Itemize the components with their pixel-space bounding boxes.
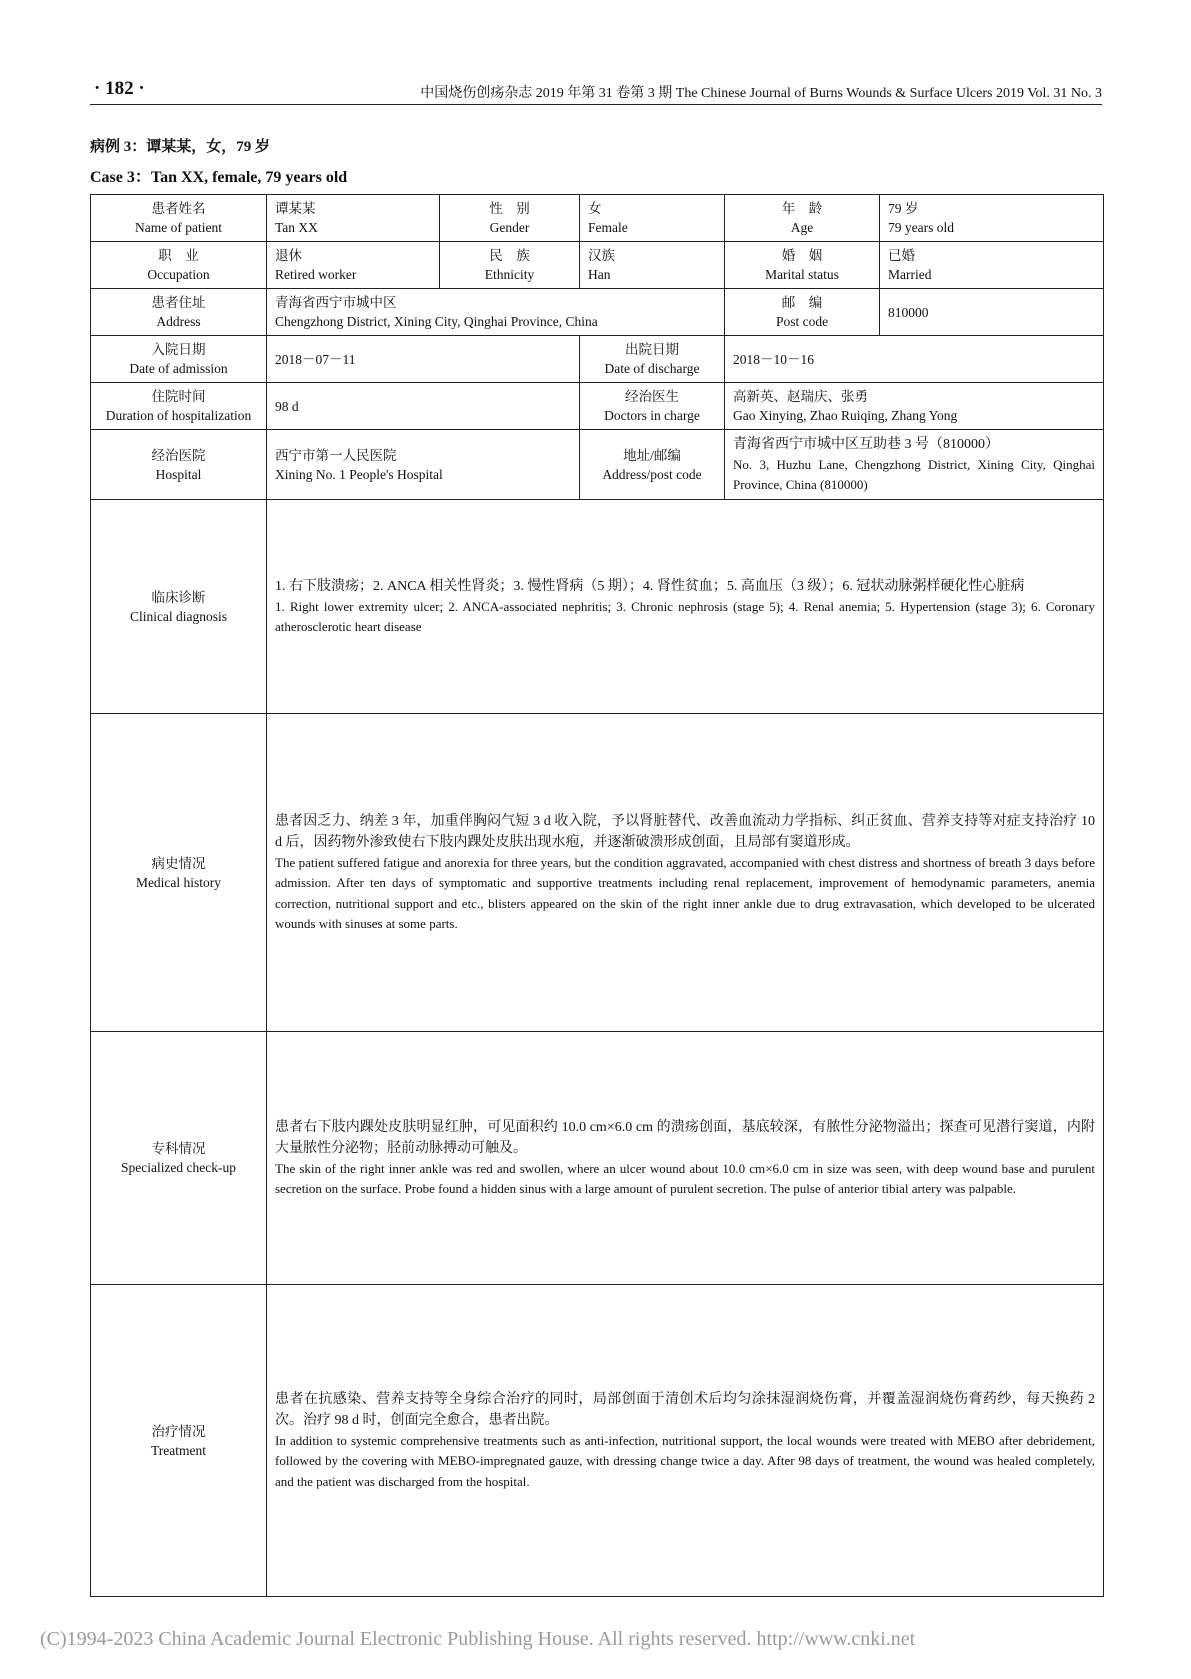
value-duration: 98 d xyxy=(267,383,580,430)
row-history xyxy=(91,714,1104,1032)
label-name: 患者姓名 Name of patient xyxy=(91,195,267,242)
value-post-code: 810000 xyxy=(880,289,1104,336)
value-age: 79 岁 79 years old xyxy=(880,195,1104,242)
label-treatment: 治疗情况 Treatment xyxy=(91,1285,267,1597)
row-dates xyxy=(91,336,1104,383)
label-hospital: 经治医院 Hospital xyxy=(91,430,267,500)
value-hospital: 西宁市第一人民医院 Xining No. 1 People's Hospital xyxy=(267,430,580,500)
value-gender: 女 Female xyxy=(580,195,725,242)
label-doctors: 经治医生 Doctors in charge xyxy=(580,383,725,430)
value-doctors: 高新英、赵瑞庆、张勇 Gao Xinying, Zhao Ruiqing, Zhang Yong xyxy=(725,383,1104,430)
value-occupation: 退休 Retired worker xyxy=(267,242,440,289)
history-text: 患者因乏力、纳差 3 年，加重伴胸闷气短 3 d 收入院，予以肾脏替代、改善血流动力学指标、纠正贫血、营养支持等对症支持治疗 10 d 后，因药物外渗致使右下肢内踝处皮肤出现水疱，并逐渐破溃形成创面，且局部有窦道形成。 The patient suffered fatigue and anorexia for three years, but the condition aggravated, accompanied with chest distress and shortness of breath 3 days before admission. After ten days of symptomatic and supportive treatments including renal replacement, improvement of hemodynamic parameters, anemia correction, nutritional support and etc., blisters appeared on the skin of the right inner ankle due to drug extravasation, which developed to be ulcerated wounds with sinuses at some parts. xyxy=(267,714,1104,1032)
value-address: 青海省西宁市城中区 Chengzhong District, Xining City, Qinghai Province, China xyxy=(267,289,725,336)
label-marital: 婚 姻 Marital status xyxy=(725,242,880,289)
diagnosis-text: 1. 右下肢溃疡；2. ANCA 相关性肾炎；3. 慢性肾病（5 期）；4. 肾性贫血；5. 高血压（3 级）；6. 冠状动脉粥样硬化性心脏病 1. Right lower extremity ulcer; 2. ANCA-associated nephritis; 3. Chronic nephrosis (stage 5); 4. Renal anemia; 5. Hypertension (stage 3); 6. Coronary atherosclerotic heart disease xyxy=(267,500,1104,714)
value-admission: 2018－07－11 xyxy=(267,336,580,383)
case-record-table xyxy=(90,194,1104,1597)
page-header xyxy=(90,78,1102,105)
row-occupation xyxy=(91,242,1104,289)
row-diagnosis xyxy=(91,500,1104,714)
case-title-en: Case 3：Tan XX, female, 79 years old xyxy=(90,169,348,186)
label-occupation: 职 业 Occupation xyxy=(91,242,267,289)
value-hospital-address: 青海省西宁市城中区互助巷 3 号（810000） No. 3, Huzhu Lane, Chengzhong District, Xining City, Qinghai Province, China (810000) xyxy=(725,430,1104,500)
label-address: 患者住址 Address xyxy=(91,289,267,336)
case-title-cn: 病例 3：谭某某，女，79 岁 xyxy=(90,139,271,155)
row-address xyxy=(91,289,1104,336)
row-hospital xyxy=(91,430,1104,500)
treatment-text: 患者在抗感染、营养支持等全身综合治疗的同时，局部创面于清创术后均匀涂抹湿润烧伤膏，并覆盖湿润烧伤膏药纱，每天换药 2 次。治疗 98 d 时，创面完全愈合，患者出院。 In addition to systemic comprehensive treatments such as anti-infection, nutritional support, the local wounds were treated with MEBO after debridement, followed by the covering with MEBO-impregnated gauze, with dressing change twice a day. After 98 days of treatment, the wound was healed completely, and the patient was discharged from the hospital. xyxy=(267,1285,1104,1597)
value-marital: 已婚 Married xyxy=(880,242,1104,289)
row-name xyxy=(91,195,1104,242)
label-age: 年 龄 Age xyxy=(725,195,880,242)
label-ethnicity: 民 族 Ethnicity xyxy=(440,242,580,289)
label-duration: 住院时间 Duration of hospitalization xyxy=(91,383,267,430)
label-hospital-address: 地址/邮编 Address/post code xyxy=(580,430,725,500)
value-name: 谭某某 Tan XX xyxy=(267,195,440,242)
label-post-code: 邮 编 Post code xyxy=(725,289,880,336)
label-diagnosis: 临床诊断 Clinical diagnosis xyxy=(91,500,267,714)
value-discharge: 2018－10－16 xyxy=(725,336,1104,383)
page-number: · 182 · xyxy=(94,78,145,99)
row-treatment xyxy=(91,1285,1104,1597)
row-checkup xyxy=(91,1032,1104,1285)
journal-title: 中国烧伤创疡杂志 2019 年第 31 卷第 3 期 The Chinese Journal of Burns Wounds & Surface Ulcers 2019 Vol. 31 No. 3 xyxy=(420,86,1102,101)
row-duration xyxy=(91,383,1104,430)
copyright-footer: (C)1994-2023 China Academic Journal Electronic Publishing House. All rights reserved. http://www.cnki.net xyxy=(40,1628,916,1650)
label-discharge: 出院日期 Date of discharge xyxy=(580,336,725,383)
label-history: 病史情况 Medical history xyxy=(91,714,267,1032)
value-ethnicity: 汉族 Han xyxy=(580,242,725,289)
label-checkup: 专科情况 Specialized check-up xyxy=(91,1032,267,1285)
checkup-text: 患者右下肢内踝处皮肤明显红肿，可见面积约 10.0 cm×6.0 cm 的溃疡创面，基底较深，有脓性分泌物溢出；探查可见潜行窦道，内附大量脓性分泌物；胫前动脉搏动可触及。 The skin of the right inner ankle was red and swollen, where an ulcer wound about 10.0 cm×6.0 cm in size was seen, with deep wound base and purulent secretion on the surface. Probe found a hidden sinus with a large amount of purulent secretion. The pulse of anterior tibial artery was palpable. xyxy=(267,1032,1104,1285)
label-admission: 入院日期 Date of admission xyxy=(91,336,267,383)
label-gender: 性 别 Gender xyxy=(440,195,580,242)
